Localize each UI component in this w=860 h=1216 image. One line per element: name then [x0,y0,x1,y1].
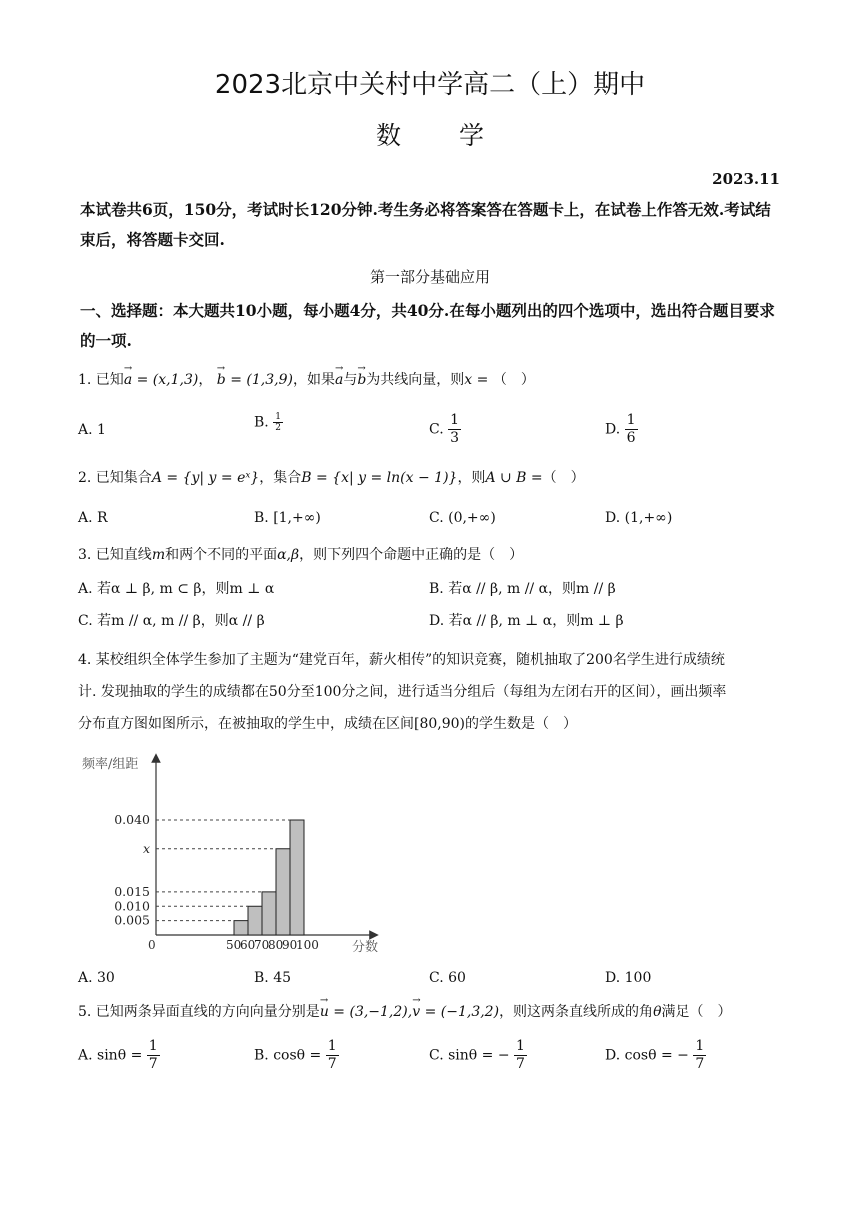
set-b: B = {x| y = ln(x − 1)} [301,470,458,486]
q2-text1: 2. 已知集合 [78,470,152,486]
q1-mid: ，如果 [292,372,335,388]
q1-option-c-label: C. [429,421,444,438]
q3-text3: ，则下列四个命题中正确的是（ ） [299,547,524,563]
q2-text4: （ ） [542,470,585,486]
q1-eq: = （ ） [472,372,535,388]
exam-date: 2023.11 [712,170,780,188]
frequency-histogram [74,748,394,960]
y-tick-label: 0.010 [114,898,150,914]
x-tick-label: 70 [254,938,270,952]
x-ticks [226,938,319,952]
histogram-bar [290,820,304,935]
part-heading: 第一部分基础应用 [369,268,490,286]
q4-line-3: 分布直方图如图所示，在被抽取的学生中，成绩在区间[80,90)的学生数是（ ） [78,716,578,732]
q5-options [78,1038,784,1078]
q5-option-c-den: 7 [516,1056,525,1072]
q5-option-c-label: C. sinθ = − [429,1047,510,1064]
q2-option-c[interactable]: C. (0,+∞) [429,510,496,526]
q5-text1: 5. 已知两条异面直线的方向向量分别是 [78,1004,320,1020]
line-m: m [151,547,166,563]
q5-option-a-den: 7 [148,1056,158,1072]
q5-option-a[interactable] [78,1038,160,1073]
q5-option-b-label: B. cosθ = [254,1047,322,1064]
set-union: A ∪ B = [485,470,543,486]
q2-options [78,510,784,550]
q1-option-c[interactable] [429,412,461,447]
vector-b-ref: → b [357,370,366,390]
q3-option-a[interactable]: A. 若α ⊥ β, m ⊂ β，则m ⊥ α [78,581,275,597]
vector-u-value: = (3,−1,2), [333,1004,413,1020]
q4-option-c[interactable]: C. 60 [429,970,466,986]
q1-option-d-num: 1 [626,412,636,428]
q1-comma: ， [198,372,213,388]
q1-option-d-label: D. [605,421,621,438]
set-a: A = {y| y = eˣ} [151,470,260,486]
q5-option-d-num: 1 [695,1038,705,1054]
vector-b: → b [217,370,226,390]
y-tick-label: 0.015 [114,883,150,899]
q5-option-d[interactable] [605,1038,706,1073]
histogram-bar [234,921,248,935]
q1-option-b-label: B. [254,414,269,431]
q1-option-b-den: 2 [275,423,281,433]
q1-option-c-num: 1 [450,412,460,428]
q5-text3: 满足（ ） [661,1004,732,1020]
q1-prefix: 1. 已知 [78,372,124,388]
histogram-bar [276,849,290,935]
q5-option-b-den: 7 [327,1056,337,1072]
q1-mid2: 与 [343,372,358,388]
q3-text1: 3. 已知直线 [78,547,152,563]
angle-theta: θ [653,1004,662,1020]
instructions: 本试卷共6页，150分，考试时长120分钟.考生务必将答案答在答题卡上，在试卷上作答无效.考试结束后，将答题卡交回. [80,200,771,249]
q1-option-a[interactable]: A. 1 [78,422,106,438]
question-4 [78,644,784,740]
y-axis-label: 频率/组距 [82,757,139,772]
vector-a-value: = (x,1,3) [136,372,199,388]
q5-option-c-num: 1 [516,1038,525,1054]
question-1 [78,370,784,390]
vector-a: → a [124,370,132,390]
histogram-bar [248,906,262,935]
planes: α,β [277,547,300,563]
q1-option-b-num: 1 [275,412,281,422]
q2-option-a[interactable]: A. R [78,510,108,526]
x-tick-label: 60 [240,938,256,952]
x-tick-label: 90 [282,938,298,952]
question-3 [78,545,784,565]
q4-option-a[interactable]: A. 30 [78,970,115,986]
q5-option-d-den: 7 [695,1056,705,1072]
vector-a-ref: → a [335,370,343,390]
vector-b-value: = (1,3,9) [230,372,293,388]
q1-variable: x [464,372,473,388]
vector-v-value: = (−1,3,2) [424,1004,500,1020]
q3-option-b[interactable]: B. 若α // β, m // α，则m // β [429,581,616,597]
q1-option-d[interactable] [605,412,638,447]
y-tick-label: 0.040 [114,812,150,827]
q4-line-1: 4. 某校组织全体学生参加了主题为“建党百年，薪火相传”的知识竞赛，随机抽取了200名学生进行成绩统 [78,652,725,668]
q4-option-d[interactable]: D. 100 [605,970,652,986]
q5-text2: ，则这两条直线所成的角 [499,1004,654,1020]
q3-option-c[interactable]: C. 若m // α, m // β，则α // β [78,613,265,629]
question-2 [78,468,784,488]
y-tick-label: 0.005 [114,912,150,928]
section-heading: 一、选择题：本大题共10小题，每小题4分，共40分.在每小题列出的四个选项中，选出符合题目要求的一项. [80,301,775,350]
x-axis-label: 分数 [352,940,379,955]
exam-title: 2023北京中关村中学高二（上）期中 [214,70,646,100]
x-tick-label: 80 [268,938,284,952]
question-5 [78,1002,784,1022]
origin-label: 0 [148,938,156,952]
q2-option-d[interactable]: D. (1,+∞) [605,510,673,526]
q2-option-b[interactable]: B. [1,+∞) [254,510,321,526]
histogram-bar [262,892,276,935]
q5-option-d-label: D. cosθ = − [605,1047,689,1064]
bars-group [234,820,304,935]
q3-option-d[interactable]: D. 若α // β, m ⊥ α，则m ⊥ β [429,613,624,629]
x-tick-label: 50 [226,938,242,952]
q5-option-b-num: 1 [327,1038,337,1054]
y-tick-label: x [142,840,150,856]
q2-text2: ，集合 [259,470,302,486]
q5-option-c[interactable] [429,1038,527,1073]
q5-option-a-num: 1 [148,1038,158,1054]
q2-text3: ，则 [457,470,486,486]
q4-option-b[interactable]: B. 45 [254,970,292,986]
q1-option-b[interactable] [254,412,283,433]
y-ticks [114,812,150,928]
q1-post: 为共线向量，则 [366,372,465,388]
q3-text2: 和两个不同的平面 [165,547,278,563]
q1-option-c-den: 3 [450,430,460,446]
q5-option-b[interactable] [254,1038,339,1073]
vector-u: → u [320,1002,329,1022]
vector-v: → v [412,1002,420,1022]
q5-option-a-label: A. sinθ = [78,1047,143,1064]
q1-option-d-den: 6 [626,430,636,446]
x-tick-label: 100 [296,938,319,952]
subject-heading: 数学 [375,121,542,150]
q1-options [78,412,784,452]
q4-line-2: 计. 发现抽取的学生的成绩都在50分至100分之间，进行适当分组后（每组为左闭右开的区间），画出频率 [78,684,727,700]
